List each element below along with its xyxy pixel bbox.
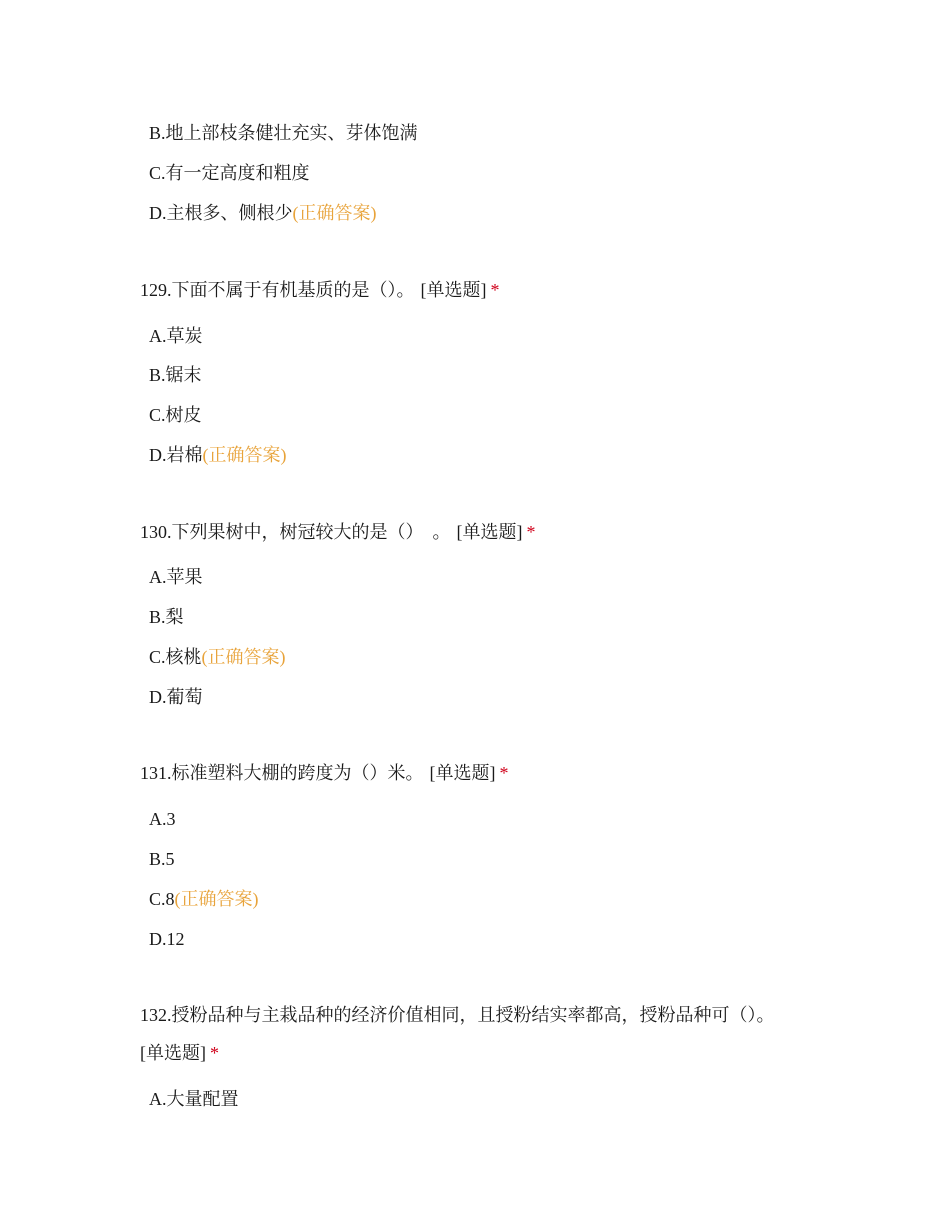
question-text: 130.下列果树中，树冠较大的是（） 。 — [140, 522, 451, 542]
option-d — [149, 927, 185, 951]
correct-answer-label: (正确答案) — [174, 889, 259, 909]
option-b — [149, 605, 184, 629]
option-text: D.12 — [149, 929, 185, 949]
correct-answer-label: (正确答案) — [201, 647, 286, 667]
question-text: 131.标准塑料大棚的跨度为（）米。 — [140, 763, 424, 783]
option-c — [149, 403, 202, 427]
option-text: C.有一定高度和粗度 — [149, 163, 310, 183]
question-title — [140, 1003, 775, 1027]
option-text: B.5 — [149, 849, 175, 869]
option-text: C.核桃 — [149, 647, 202, 667]
question-type-tag: [单选题] — [420, 280, 487, 300]
option-text: A.3 — [149, 809, 176, 829]
option-a — [149, 1087, 239, 1111]
option-c — [149, 887, 259, 911]
option-c — [149, 645, 286, 669]
option-text: D.主根多、侧根少 — [149, 203, 293, 223]
correct-answer-label: (正确答案) — [202, 445, 287, 465]
question-type-tag: [单选题] — [429, 763, 496, 783]
question-title — [140, 761, 509, 785]
option-b — [149, 847, 175, 871]
required-star: * — [526, 522, 536, 542]
question-title — [140, 278, 500, 302]
option-text: A.草炭 — [149, 326, 203, 346]
option-text: B.梨 — [149, 607, 184, 627]
question-title — [140, 520, 536, 544]
option-text: A.大量配置 — [149, 1089, 239, 1109]
option-b — [149, 121, 418, 145]
option-text: B.锯末 — [149, 365, 202, 385]
option-text: D.岩棉 — [149, 445, 203, 465]
option-text: D.葡萄 — [149, 687, 203, 707]
option-a — [149, 324, 203, 348]
option-d — [149, 201, 377, 225]
required-star: * — [490, 280, 500, 300]
option-c — [149, 161, 310, 185]
question-type-tag: [单选题] — [140, 1043, 206, 1063]
correct-answer-label: (正确答案) — [292, 203, 377, 223]
option-b — [149, 363, 202, 387]
option-a — [149, 807, 176, 831]
required-star: * — [499, 763, 509, 783]
option-d — [149, 443, 287, 467]
option-text: A.苹果 — [149, 567, 203, 587]
question-text: 132.授粉品种与主栽品种的经济价值相同，且授粉结实率都高，授粉品种可（）。 — [140, 1005, 775, 1025]
required-star: * — [210, 1043, 219, 1063]
question-text: 129.下面不属于有机基质的是（）。 — [140, 280, 415, 300]
option-text: C.树皮 — [149, 405, 202, 425]
option-text: C.8 — [149, 889, 175, 909]
option-d — [149, 685, 203, 709]
question-type-tag: [单选题] — [456, 522, 523, 542]
option-text: B.地上部枝条健壮充实、芽体饱满 — [149, 123, 418, 143]
question-type-line — [140, 1041, 219, 1065]
option-a — [149, 565, 203, 589]
